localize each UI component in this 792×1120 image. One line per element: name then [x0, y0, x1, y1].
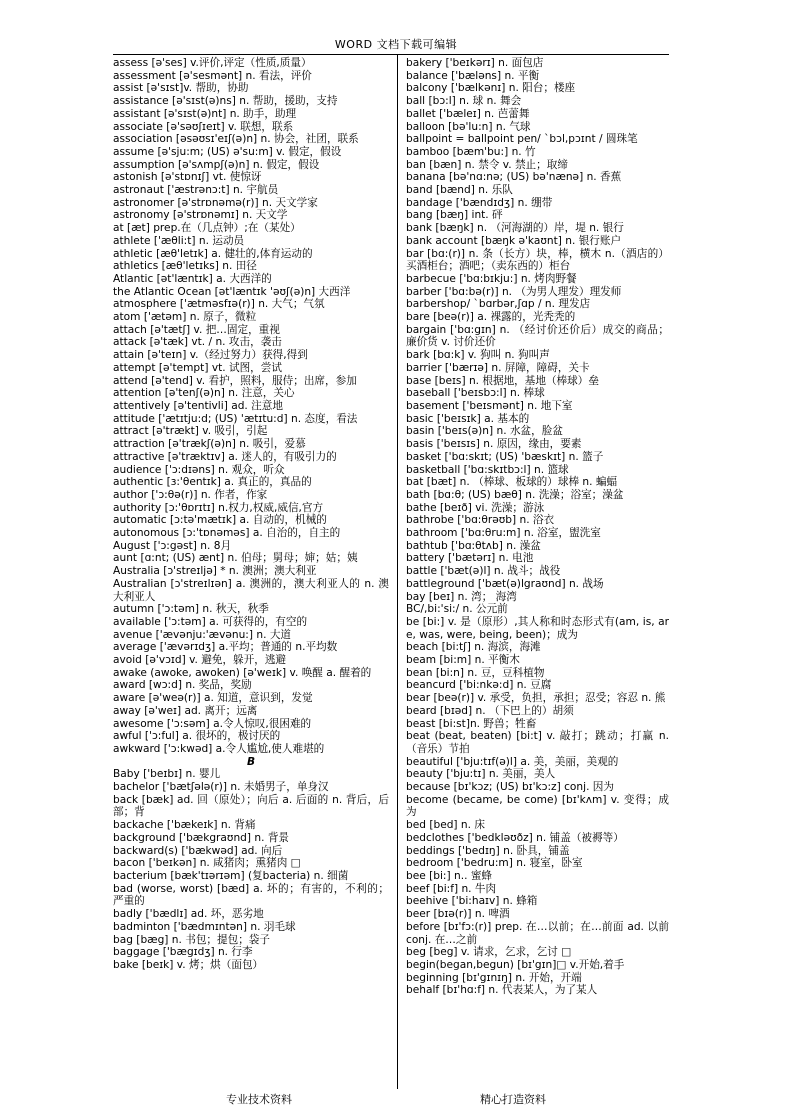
dictionary-entry: ballpoint = ballpoint pen/ `bɔl,pɔɪnt / 圆珠笔 — [406, 133, 638, 146]
dictionary-entry: begin(began,begun) [bɪ'gɪn]□ v.开始,着手 — [406, 958, 625, 971]
dictionary-entry: astronomy [ə'strɒnəmɪ] n. 天文学 — [113, 209, 288, 222]
dictionary-entry: behalf [bɪ'hɑ:f] n. 代表某人，为了某人 — [406, 984, 598, 997]
dictionary-entry: basic ['beɪsɪk] a. 基本的 — [406, 412, 530, 425]
dictionary-entry: bathroom ['bɑ:θru:m] n. 浴室，盥洗室 — [406, 527, 601, 540]
dictionary-entry: attend [ə'tend] v. 看护，照料，服侍；出席，参加 — [113, 374, 357, 387]
dictionary-entry: baseball ['beɪsbɔ:l] n. 棒球 — [406, 387, 545, 400]
dictionary-entry: beat (beat, beaten) [bi:t] v. 敲打；跳动；打赢 n. （音乐）节拍 — [406, 730, 669, 755]
dictionary-entry: barrier ['bærɪə] n. 屏障，障碍，关卡 — [406, 361, 590, 374]
dictionary-entry: beer [bɪə(r)] n. 啤酒 — [406, 908, 510, 921]
dictionary-entry: award [wɔ:d] n. 奖品，奖励 — [113, 679, 252, 692]
dictionary-entry: band [bænd] n. 乐队 — [406, 184, 513, 197]
dictionary-entry: balance ['bæləns] n. 平衡 — [406, 69, 540, 82]
dictionary-entry: attention [ə'tenʃ(ə)n] n. 注意，关心 — [113, 387, 295, 400]
dictionary-entry: bathrobe ['bɑ:θrəʊb] n. 浴衣 — [406, 514, 555, 527]
dictionary-entry: autumn ['ɔ:təm] n. 秋天，秋季 — [113, 603, 269, 616]
dictionary-entry: bang [bæŋ] int. 砰 — [406, 209, 503, 222]
dictionary-entry: bat [bæt] n. （棒球、板球的）球棒 n. 蝙蝠 — [406, 476, 618, 489]
footer-right: 精心打造资料 — [480, 1093, 546, 1106]
dictionary-entry: athletics [æθ'letɪks] n. 田径 — [113, 260, 257, 273]
dictionary-entry: bamboo [bæm'bu:] n. 竹 — [406, 145, 536, 158]
dictionary-columns — [113, 54, 669, 1089]
dictionary-entry: assistance [ə'sɪst(ə)ns] n. 帮助，援助，支持 — [113, 95, 338, 108]
dictionary-entry: basketball ['bɑ:skɪtbɔ:l] n. 篮球 — [406, 463, 569, 476]
dictionary-entry: assume [ə'sju:m; (US) ə'su:m] v. 假定，假设 — [113, 145, 342, 158]
dictionary-entry: bank [bæŋk] n. （河海湖的）岸，堤 n. 银行 — [406, 222, 624, 235]
dictionary-entry: attack [ə'tæk] vt. / n. 攻击，袭击 — [113, 336, 282, 349]
dictionary-entry: barbershop/ `bɑrbər,ʃɑp / n. 理发店 — [406, 298, 591, 311]
dictionary-entry: beauty ['bju:tɪ] n. 美丽，美人 — [406, 768, 556, 781]
dictionary-entry: Atlantic [ət'læntɪk] a. 大西洋的 — [113, 272, 272, 285]
dictionary-entry: beg [beg] v. 请求，乞求，乞讨 □ — [406, 946, 572, 959]
dictionary-entry: bathtub ['bɑ:θtʌb] n. 澡盆 — [406, 539, 541, 552]
dictionary-entry: bar [bɑ:(r)] n. 条（长方）块，棒，横木 n.（酒店的）买酒柜台；酒吧；（卖东西的）柜台 — [406, 247, 669, 273]
dictionary-entry: bag [bæg] n. 书包；提包；袋子 — [113, 933, 270, 946]
dictionary-entry: attitude ['ætɪtju:d; (US) 'ætɪtu:d] n. 态度，看法 — [113, 412, 358, 425]
dictionary-entry: BC/,bi:'si:/ n. 公元前 — [406, 603, 508, 616]
dictionary-entry: athletic [æθ'letɪk] a. 健壮的,体育运动的 — [113, 247, 313, 260]
dictionary-entry: bacon ['beɪkən] n. 咸猪肉；熏猪肉 □ — [113, 857, 301, 870]
dictionary-entry: avoid [ə'vɔɪd] v. 避免，躲开，逃避 — [113, 654, 287, 667]
dictionary-entry: author ['ɔ:θə(r)] n. 作者，作家 — [113, 488, 268, 501]
dictionary-entry: basement ['beɪsmənt] n. 地下室 — [406, 399, 573, 412]
dictionary-entry: bedclothes ['bedkləʊðz] n. 铺盖（被褥等） — [406, 831, 624, 844]
dictionary-entry: association [əsəʊsɪ'eɪʃ(ə)n] n. 协会，社团，联系 — [113, 133, 359, 146]
dictionary-entry: bake [beɪk] v. 烤；烘（面包） — [113, 958, 264, 971]
dictionary-entry: bacterium [bæk'tɪərɪəm] (复bacteria) n. 细菌 — [113, 870, 349, 882]
dictionary-entry: avenue ['ævənju:'ævənu:] n. 大道 — [113, 628, 292, 641]
dictionary-entry: beast [bi:st]n. 野兽；牲畜 — [406, 717, 537, 730]
dictionary-entry: attraction [ə'trækʃ(ə)n] n. 吸引，爱慕 — [113, 438, 306, 451]
dictionary-entry: astonish [ə'stɒnɪʃ] vt. 使惊讶 — [113, 171, 262, 184]
dictionary-entry: backache ['bækeɪk] n. 背痛 — [113, 819, 256, 832]
left-column — [113, 57, 389, 972]
dictionary-entry: battle ['bæt(ə)l] n. 战斗；战役 — [406, 565, 561, 578]
dictionary-entry: assess [ə'ses] v.评价,评定（性质,质量） — [113, 57, 312, 69]
dictionary-entry: battery ['bætərɪ] n. 电池 — [406, 552, 534, 565]
dictionary-entry: bark [bɑ:k] v. 狗叫 n. 狗叫声 — [406, 349, 550, 362]
dictionary-entry: bank account [bæŋk ə'kaʊnt] n. 银行账户 — [406, 234, 622, 247]
page-header: WORD 文档下载可编辑 — [334, 38, 458, 51]
dictionary-entry: August ['ɔ:gəst] n. 8月 — [113, 539, 232, 552]
dictionary-entry: beginning [bɪ'gɪnɪŋ] n. 开始，开端 — [406, 971, 582, 984]
dictionary-entry: because [bɪ'kɔz; (US) bɪ'kɔ:z] conj. 因为 — [406, 781, 614, 794]
dictionary-entry: beach [bi:tʃ] n. 海滨，海滩 — [406, 641, 541, 654]
dictionary-entry: assumption [ə'sʌmpʃ(ə)n] n. 假定，假设 — [113, 158, 320, 171]
dictionary-entry: basket ['bɑ:skɪt; (US) 'bæskɪt] n. 篮子 — [406, 450, 604, 463]
dictionary-entry: awkward ['ɔ:kwəd] a.令人尴尬,使人难堪的 — [113, 742, 325, 755]
dictionary-entry: barber ['bɑ:bə(r)] n. （为男人理发）理发师 — [406, 285, 622, 298]
dictionary-entry: basis ['beɪsɪs] n. 原因，缘由，要素 — [406, 438, 582, 451]
dictionary-entry: associate [ə'səʊʃɪeɪt] v. 联想，联系 — [113, 120, 294, 133]
dictionary-entry: bad (worse, worst) [bæd] a. 坏的；有害的，不利的；严重的 — [113, 882, 389, 908]
dictionary-entry: bare [beə(r)] a. 裸露的，光秃秃的 — [406, 311, 576, 324]
dictionary-entry: beard [bɪəd] n. （下巴上的）胡须 — [406, 704, 574, 717]
dictionary-entry: authentic [ɜ:'θentɪk] a. 真正的，真品的 — [113, 476, 312, 489]
letter-section-heading: B — [246, 755, 256, 768]
dictionary-entry: become (became, be come) [bɪ'kʌm] v. 变得；成为 — [406, 793, 669, 819]
dictionary-entry: automatic [ɔ:tə'mætɪk] a. 自动的，机械的 — [113, 514, 327, 527]
dictionary-entry: attractive [ə'træktɪv] a. 迷人的，有吸引力的 — [113, 450, 337, 463]
dictionary-entry: badminton ['bædmɪntən] n. 羽毛球 — [113, 920, 296, 933]
dictionary-entry: audience ['ɔ:dɪəns] n. 观众，听众 — [113, 463, 285, 476]
dictionary-entry: Australian [ɔ'streɪlɪən] a. 澳洲的，澳大利亚人的 n. 澳大利亚人 — [113, 577, 389, 603]
dictionary-entry: beehive ['bi:haɪv] n. 蜂箱 — [406, 895, 538, 908]
dictionary-entry: balcony ['bælkənɪ] n. 阳台；楼座 — [406, 82, 576, 95]
dictionary-entry: available ['ɔ:təm] a. 可获得的，有空的 — [113, 615, 308, 628]
dictionary-entry: aunt [ɑ:nt; (US) ænt] n. 伯母；舅母；婶；姑；姨 — [113, 552, 358, 565]
dictionary-entry: be [bi:] v. 是（原形）,其人称和时态形式有(am, is, are, was, were, being, been)；成为 — [406, 615, 669, 641]
dictionary-entry: baggage ['bægɪdʒ] n. 行李 — [113, 946, 253, 959]
dictionary-entry: before [bɪ'fɔ:(r)] prep. 在…以前；在…前面 ad. 以前 conj. 在…之前 — [406, 920, 669, 946]
dictionary-entry: Baby ['beɪbɪ] n. 婴儿 — [113, 768, 221, 781]
dictionary-entry: balloon [bə'lu:n] n. 气球 — [406, 120, 531, 133]
dictionary-entry: beam [bi:m] n. 平衡木 — [406, 654, 520, 667]
dictionary-entry: beautiful ['bju:tɪf(ə)l] a. 美，美丽，美观的 — [406, 755, 619, 768]
dictionary-entry: bargain ['bɑ:gɪn] n. （经讨价还价后）成交的商品；廉价货 v. 讨价还价 — [406, 323, 669, 349]
dictionary-entry: bath [bɑ:θ; (US) bæθ] n. 洗澡；浴室；澡盆 — [406, 488, 624, 501]
dictionary-entry: beef [bi:f] n. 牛肉 — [406, 882, 497, 895]
dictionary-entry: bed [bed] n. 床 — [406, 819, 485, 832]
dictionary-entry: away [ə'weɪ] ad. 离开；远离 — [113, 704, 258, 717]
dictionary-entry: backward(s) ['bækwəd] ad. 向后 — [113, 844, 283, 857]
dictionary-entry: bean [bi:n] n. 豆，豆科植物 — [406, 666, 545, 679]
dictionary-entry: attempt [ə'tempt] vt. 试图，尝试 — [113, 361, 282, 374]
dictionary-entry: bandage ['bændɪdʒ] n. 绷带 — [406, 196, 553, 209]
footer-left: 专业技术资料 — [226, 1093, 292, 1106]
dictionary-entry: autonomous [ɔ:'tɒnəməs] a. 自治的，自主的 — [113, 527, 341, 540]
dictionary-entry: beancurd ['bi:nkə:d] n. 豆腐 — [406, 679, 552, 692]
dictionary-entry: battleground ['bæt(ə)lgraʊnd] n. 战场 — [406, 577, 604, 590]
dictionary-entry: atom ['ætəm] n. 原子，微粒 — [113, 311, 257, 324]
dictionary-entry: awesome ['ɔ:səm] a.令人惊叹,很困难的 — [113, 717, 312, 730]
dictionary-entry: base [beɪs] n. 根据地，基地（棒球）垒 — [406, 374, 599, 387]
dictionary-entry: attentively [ə'tentivli] ad. 注意地 — [113, 399, 283, 412]
dictionary-entry: bedroom ['bedru:m] n. 寝室，卧室 — [406, 857, 583, 870]
dictionary-entry: beddings ['bedɪŋ] n. 卧具，铺盖 — [406, 844, 570, 857]
dictionary-entry: astronaut ['æstrənɔ:t] n. 宇航员 — [113, 184, 279, 197]
dictionary-entry: bachelor ['bætʃələ(r)] n. 未婚男子，单身汉 — [113, 781, 329, 794]
dictionary-entry: bear [beə(r)] v. 承受，负担，承担；忍受；容忍 n. 熊 — [406, 692, 666, 705]
dictionary-entry: basin ['beɪs(ə)n] n. 水盆，脸盆 — [406, 425, 563, 438]
dictionary-entry: awake (awoke, awoken) [ə'weɪk] v. 唤醒 a. 醒着的 — [113, 666, 372, 679]
dictionary-entry: bathe [beɪð] vi. 洗澡；游泳 — [406, 501, 545, 514]
dictionary-entry: ban [bæn] n. 禁令 v. 禁止；取缔 — [406, 158, 568, 171]
dictionary-entry: attach [ə'tætʃ] v. 把…固定，重视 — [113, 323, 280, 336]
dictionary-entry: barbecue ['bɑ:bɪkju:] n. 烤肉野餐 — [406, 272, 577, 285]
dictionary-entry: attract [ə'trækt] v. 吸引，引起 — [113, 425, 268, 438]
dictionary-entry: aware [ə'weə(r)] a. 知道，意识到，发觉 — [113, 692, 313, 705]
dictionary-entry: the Atlantic Ocean [ət'læntɪk 'əʊʃ(ə)n] 大西洋 — [113, 285, 351, 298]
dictionary-entry: authority [ɔ:'θɒrɪtɪ] n.权力,权威,威信,官方 — [113, 501, 324, 514]
dictionary-entry: attain [ə'teɪn] v.（经过努力）获得,得到 — [113, 349, 308, 362]
dictionary-entry: athlete ['æθli:t] n. 运动员 — [113, 234, 245, 247]
dictionary-entry: average ['ævərɪdʒ] a.平均；普通的 n.平均数 — [113, 641, 338, 654]
dictionary-entry: at [æt] prep.在（几点钟）;在（某处） — [113, 222, 301, 235]
dictionary-entry: banana [bə'nɑ:nə; (US) bə'nænə] n. 香蕉 — [406, 171, 622, 184]
dictionary-entry: back [bæk] ad. 回（原处）；向后 a. 后面的 n. 背后，后部；背 — [113, 793, 389, 819]
dictionary-entry: Australia [ɔ'streɪljə] * n. 澳洲；澳大利亚 — [113, 565, 317, 578]
dictionary-entry: ball [bɔ:l] n. 球 n. 舞会 — [406, 95, 522, 108]
dictionary-entry: ballet ['bæleɪ] n. 芭蕾舞 — [406, 107, 530, 120]
right-column — [406, 57, 669, 997]
dictionary-entry: bay [beɪ] n. 湾； 海湾 — [406, 590, 517, 603]
dictionary-entry: bakery ['beɪkərɪ] n. 面包店 — [406, 57, 544, 69]
dictionary-entry: assistant [ə'sɪst(ə)nt] n. 助手，助理 — [113, 107, 297, 120]
dictionary-entry: assist [ə'sɪst]v. 帮助，协助 — [113, 82, 249, 95]
column-divider — [397, 55, 398, 1089]
dictionary-entry: atmosphere ['ætməsfɪə(r)] n. 大气；气氛 — [113, 298, 325, 311]
dictionary-entry: awful ['ɔ:ful] a. 很坏的，极讨厌的 — [113, 730, 281, 743]
dictionary-entry: astronomer [ə'strɒnəmə(r)] n. 天文学家 — [113, 196, 318, 209]
dictionary-entry: assessment [ə'sesmənt] n. 看法，评价 — [113, 69, 312, 82]
dictionary-entry: background ['bækgraʊnd] n. 背景 — [113, 831, 290, 844]
dictionary-entry: badly ['bædlɪ] ad. 坏，恶劣地 — [113, 908, 264, 921]
dictionary-entry: bee [bi:] n.. 蜜蜂 — [406, 870, 493, 882]
